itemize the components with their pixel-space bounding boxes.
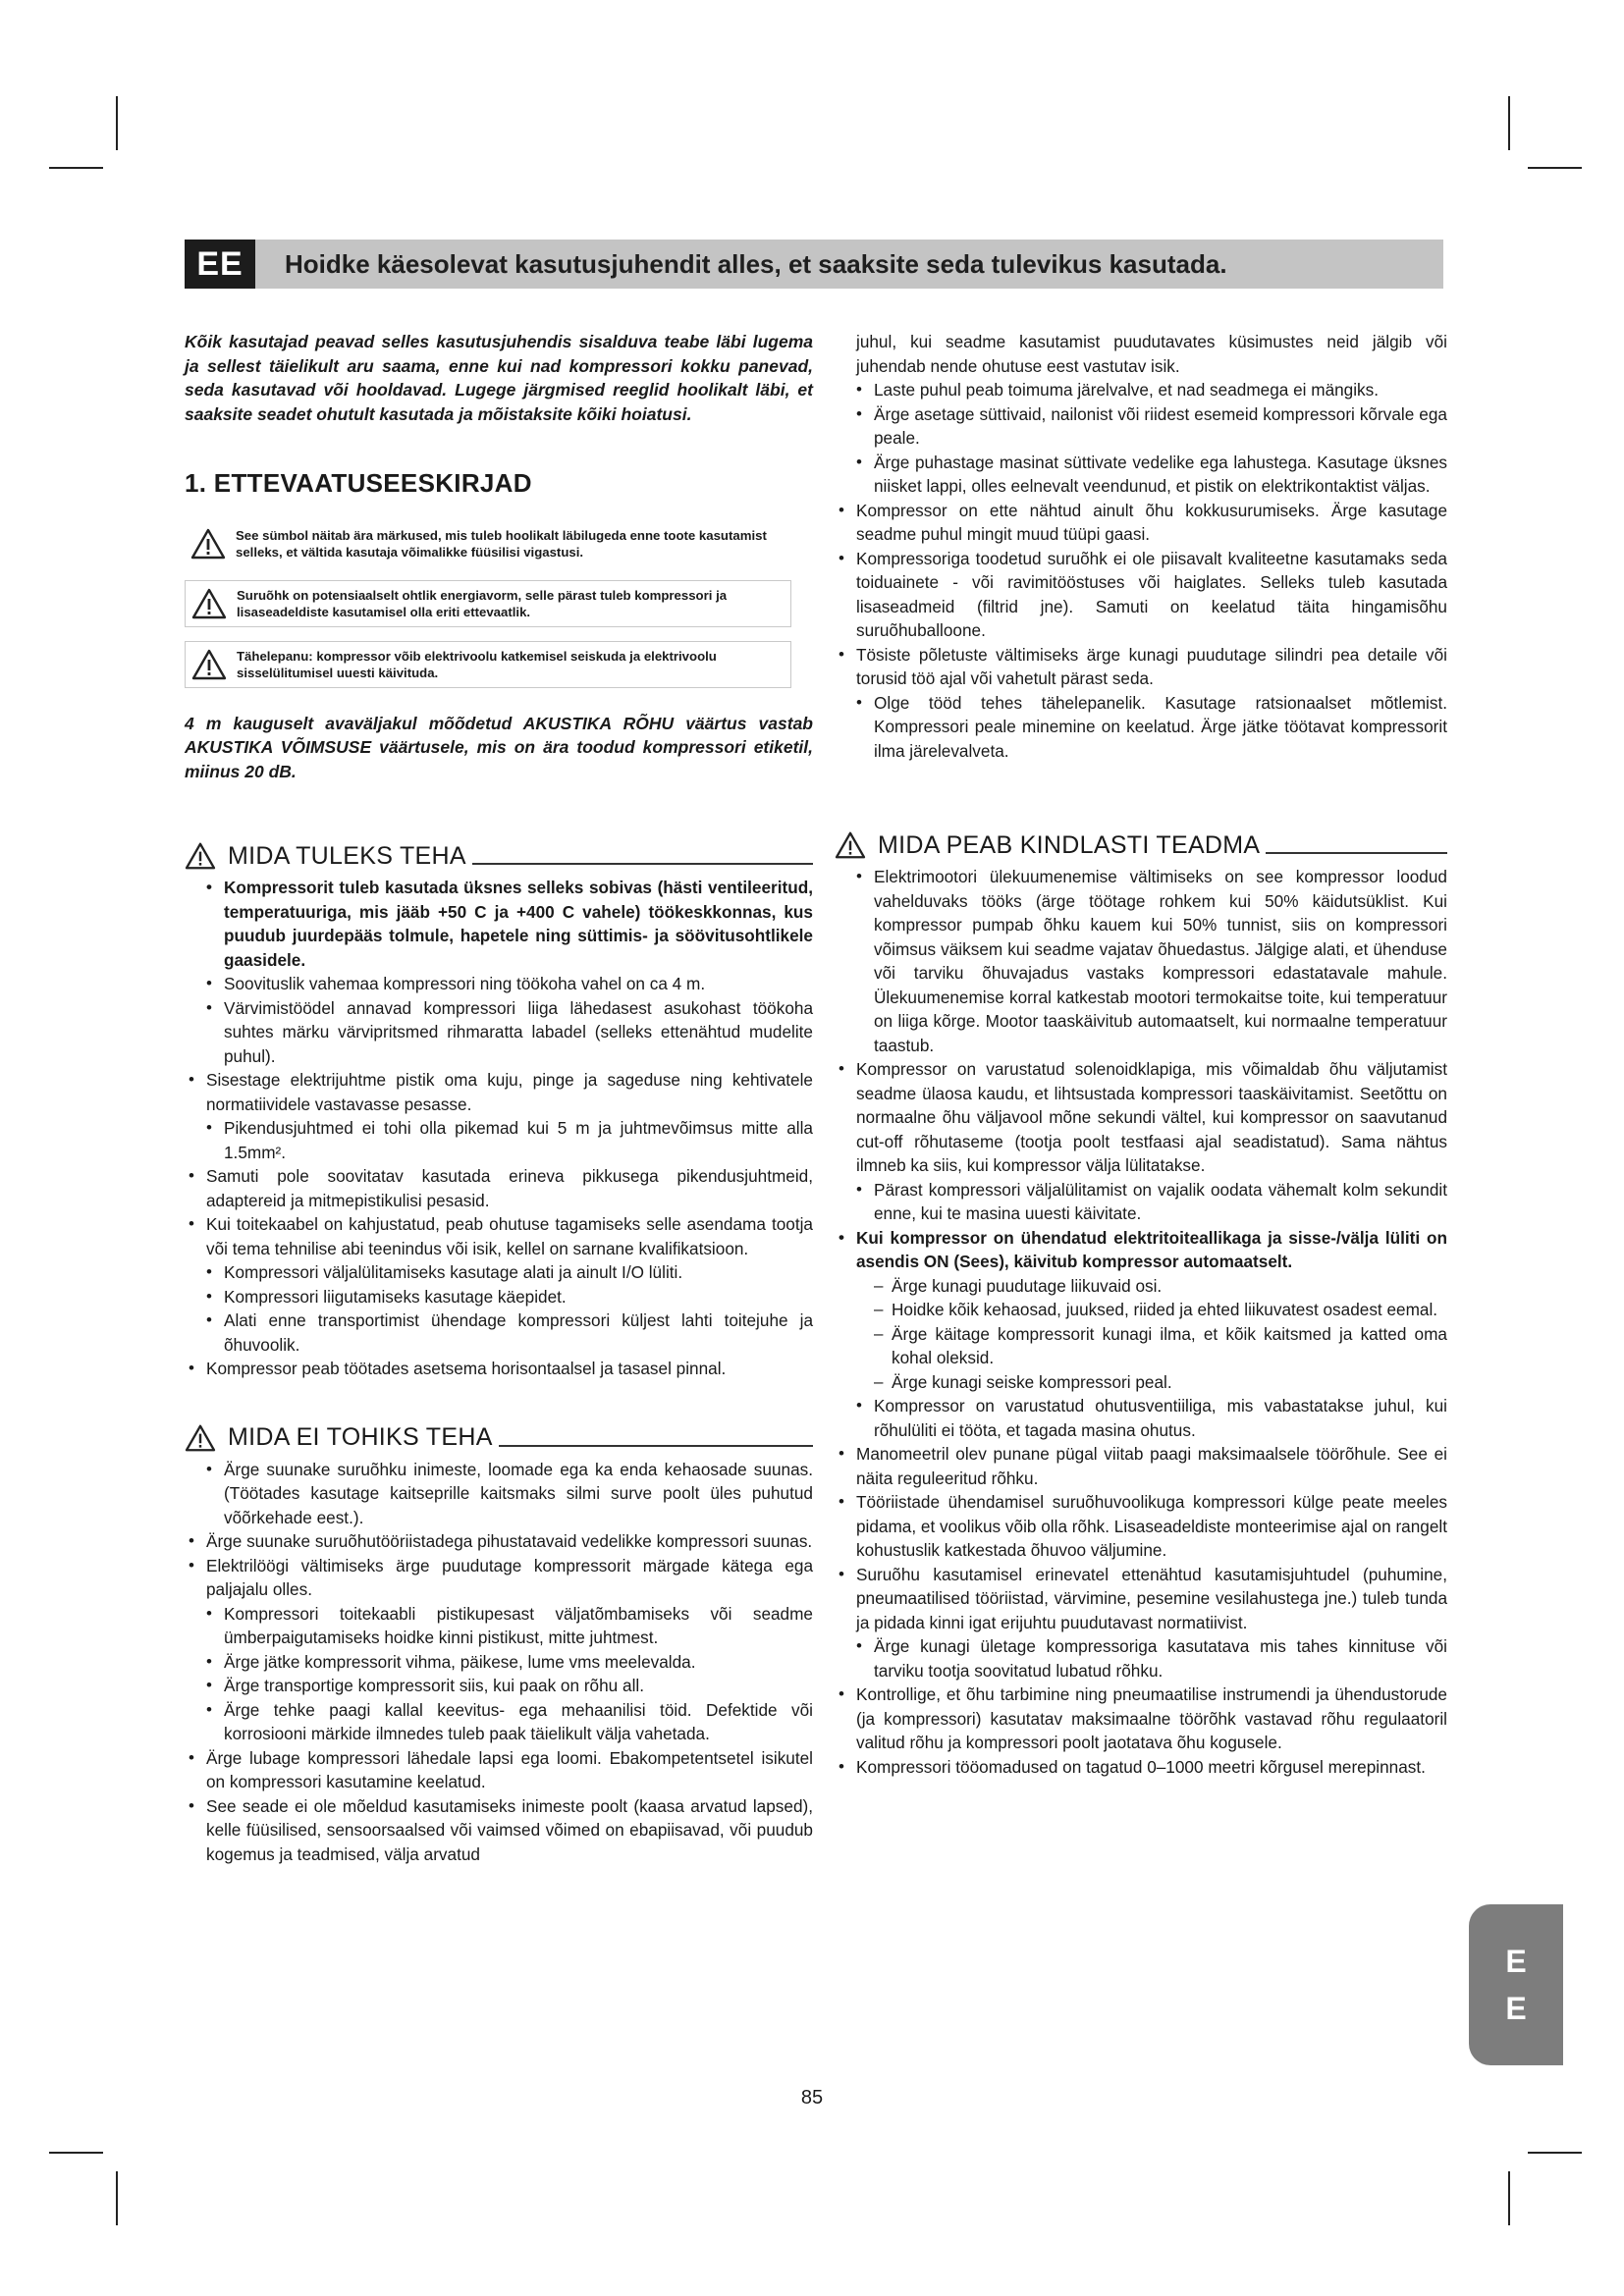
list-item: • Kui kompressor on ühendatud elektritoiteallikaga ja sisse-/välja lüliti on asendis ON (Sees), käivitub kompressor automaatselt.	[835, 1226, 1447, 1274]
must-know-title: MIDA PEAB KINDLASTI TEADMA	[878, 830, 1261, 859]
list-item: • Ärge jätke kompressorit vihma, päikese, lume vms meelevalda.	[202, 1650, 813, 1675]
list-item: • Kui toitekaabel on kahjustatud, peab ohutuse tagamiseks selle asendama tootja või tema tehnilise abi teenindus või isik, kellel on sarnane kvalifikatsioon.	[185, 1212, 813, 1260]
list-item: • Sisestage elektrijuhtme pistik oma kuju, pinge ja sageduse ning kehtivatele normatiividele vastavasse pesasse.	[185, 1068, 813, 1116]
warning-triangle-icon	[191, 588, 227, 619]
do-section-title: MIDA TULEKS TEHA	[228, 841, 466, 870]
list-item: – Ärge kunagi seiske kompressori peal.	[852, 1370, 1447, 1395]
list-item: • Kompressor peab töötades asetsema horisontaalsel ja tasasel pinnal.	[185, 1357, 813, 1381]
dont-section-title: MIDA EI TOHIKS TEHA	[228, 1423, 493, 1452]
list-item: • Olge tööd tehes tähelepanelik. Kasutage ratsionaalset mõtlemist. Kompressori peale minemine on keelatud. Ärge jätke töötavat kompressorit ilma järelevalveta.	[852, 691, 1447, 764]
list-item: • Elektrilöögi vältimiseks ärge puudutage kompressorit märgade kätega ega paljajalu olles.	[185, 1554, 813, 1602]
intro-text: Kõik kasutajad peavad selles kasutusjuhendis sisalduva teabe läbi lugema ja sellest täielikult aru saama, enne kui nad kompressori kokku panevad, seda kasutavad või hooldavad. Lugege järgmised reeglid hoolikalt läbi, et saaksite seadet ohutult kasutada ja mõistaksite kõiki hoiatusi.	[185, 332, 813, 424]
acoustic-note: 4 m kauguselt avaväljakul mõõdetud AKUSTIKA RÕHU väärtus vastab AKUSTIKA VÕIMSUSE väärtusele, mis on ära toodud kompressori etiketil, miinus 20 dB.	[185, 713, 813, 781]
list-item: • Elektrimootori ülekuumenemise vältimiseks on see kompressor loodud vahelduvaks tööks (ärge töötage rohkem kui 50% käidutsüklist. Kui kompressor pumpab õhku kauem kui 50% tunnist, siis on kompressori võimsus väiksem kui seadme vajatav õhuedastus. Jälgige alati, et ühenduse või tarviku õhuvajadus vastaks kompressori edastatavale mahule. Ülekuumenemise korral katkestab mootori termokaitse toite, kui temperatuur on liiga kõrge. Mootor taaskäivitub automaatselt, kui normaalne temperatuur taastub.	[852, 865, 1447, 1057]
list-item: • Kompressor on varustatud ohutusventiiliga, mis vabastatakse juhul, kui rõhulüliti ei tööta, et tagada masina ohutus.	[852, 1394, 1447, 1442]
warning-text: See sümbol näitab ära märkused, mis tuleb hoolikalt läbilugeda enne toote kasutamist selleks, et vältida kasutaja võimalikke füüsilisi vigastusi.	[236, 527, 767, 560]
right-column	[835, 330, 1447, 1779]
heading-rule	[499, 1429, 813, 1447]
list-item: • Pikendusjuhtmed ei tohi olla pikemad kui 5 m ja juhtmevõimsus mitte alla 1.5mm².	[202, 1116, 813, 1164]
must-know-heading	[835, 831, 1447, 859]
list-item: • Kompressori väljalülitamiseks kasutage alati ja ainult I/O lüliti.	[202, 1260, 813, 1285]
list-item: • Ärge transportige kompressorit siis, kui paak on rõhu all.	[202, 1674, 813, 1698]
list-item: • Alati enne transportimist ühendage kompressori küljest lahti toitejuhe ja õhuvoolik.	[202, 1308, 813, 1357]
list-item: juhul, kui seadme kasutamist puudutavates küsimustes neid jälgib või juhendab nende ohutuse eest vastutav isik.	[856, 332, 1447, 376]
page-number: 85	[800, 2087, 824, 2109]
language-badge: EE	[185, 240, 255, 289]
list-item: • Pärast kompressori väljalülitamist on vajalik oodata vähemalt kolm sekundit enne, kui te masina uuesti käivitate.	[852, 1178, 1447, 1226]
list-item: • See seade ei ole mõeldud kasutamiseks inimeste poolt (kaasa arvatud lapsed), kelle füüsilised, sensoorsaalsed või vaimsed võimed on ebapiisavad, või puudub kogemus ja teadmised, välja arvatud	[185, 1794, 813, 1867]
list-item: • Kompressoriga toodetud suruõhk ei ole piisavalt kvaliteetne kasutamaks seda toiduainete - või ravimitööstuses või haiglates. Selleks tuleb kasutada lisaseadmeid (filtrid jne). Samuti on keelatud täita hingamisõhu suruõhuballoone.	[835, 547, 1447, 643]
list-item: • Ärge puhastage masinat süttivate vedelike ega lahustega. Kasutage üksnes niisket lappi, olles eelnevalt veendunud, et pistik on elektrikontaktist väljas.	[852, 451, 1447, 499]
side-tab-letter: E	[1505, 1944, 1527, 1979]
warning-triangle-icon	[835, 831, 866, 859]
list-item: – Hoidke kõik kehaosad, juuksed, riided ja ehted liikuvatest osadest eemal.	[852, 1298, 1447, 1322]
list-item: • Ärge suunake suruõhutööriistadega pihustatavaid vedelikke kompressori suunas.	[185, 1529, 813, 1554]
crop-mark	[1508, 96, 1510, 150]
warning-text: Tähelepanu: kompressor võib elektrivoolu katkemisel seiskuda ja elektrivoolu sisselülitumisel uuesti käivituda.	[237, 648, 717, 680]
list-item: • Ärge tehke paagi kallal keevitus- ega mehaanilisi töid. Defektide või korrosiooni märkide ilmnedes tuleb paak täielikult välja vahetada.	[202, 1698, 813, 1746]
warning-note	[185, 641, 791, 688]
left-column	[185, 330, 813, 1866]
list-item: • Soovituslik vahemaa kompressori ning töökoha vahel on ca 4 m.	[202, 972, 813, 996]
side-tab-letter: E	[1505, 1991, 1527, 2026]
crop-mark	[1508, 2171, 1510, 2225]
warning-triangle-icon	[185, 842, 216, 870]
warning-text: Suruõhk on potensiaalselt ohtlik energiavorm, selle pärast tuleb kompressori ja lisaseadeldiste kasutamisel olla eriti ettevaatlik.	[237, 587, 728, 619]
crop-mark	[1528, 167, 1582, 169]
must-know-list	[835, 865, 1447, 1779]
dont-list-continued	[835, 330, 1447, 763]
dont-section-heading	[185, 1424, 813, 1452]
list-item: • Laste puhul peab toimuma järelvalve, et nad seadmega ei mängiks.	[852, 378, 1447, 402]
list-item: • Kompressorit tuleb kasutada üksnes selleks sobivas (hästi ventileeritud, temperatuuriga, mis jääb +50 C ja +400 C vahele) töökeskkonnas, kus puudub juurdepääs tolmule, hapetele ning süttimis- ja söövitusohtlikele gaasidele.	[202, 876, 813, 972]
header-bar	[185, 240, 1443, 289]
list-item: • Ärge suunake suruõhku inimeste, loomade ega ka enda kehaosade suunas. (Töötades kasutage kaitseprille kaitsmaks silmi surve poolt üles puhutud võõrkehade eest.).	[202, 1458, 813, 1530]
do-section-heading	[185, 842, 813, 870]
crop-mark	[49, 167, 103, 169]
heading-rule	[1266, 836, 1447, 854]
list-item: • Ärge kunagi ületage kompressoriga kasutatava mis tahes kinnituse või tarviku tootja soovitatud lubatud rõhku.	[852, 1634, 1447, 1682]
list-item: • Tösiste põletuste vältimiseks ärge kunagi puudutage silindri pea detaile või torusid töö ajal või vahetult pärast seda.	[835, 643, 1447, 691]
crop-mark	[1528, 2152, 1582, 2154]
list-item: • Värvimistöödel annavad kompressori liiga lähedasest asukohast töökoha suhtes märku värvipritsmed rihmaratta labadel (selleks ettenähtud mudelite puhul).	[202, 996, 813, 1069]
list-item: • Kompressor on varustatud solenoidklapiga, mis võimaldab õhu väljutamist seadme ülaosa kaudu, et lihtsustada kompressori taaskäivitamist. Seetõttu on normaalne õhu väljavool mõne sekundi vältel, kui kompressor on saavutanud cut-off rõhutaseme (tootja poolt testfaasi ajal seadistatud). Sama nähtus ilmneb ka siis, kui kompressor välja lülitatakse.	[835, 1057, 1447, 1178]
list-item: • Samuti pole soovitatav kasutada erineva pikkusega pikendusjuhtmeid, adaptereid ja mitmepistikulisi pesasid.	[185, 1164, 813, 1212]
list-item: • Kompressori liigutamiseks kasutage käepidet.	[202, 1285, 813, 1309]
list-item: • Kontrollige, et õhu tarbimine ning pneumaatilise instrumendi ja ühendustorude (ja kompressori) kasutatav maksimaalne töörõhk vastavad rõhu regulaatoril valitud rõhu ja kompressori poolt jaotatava õhu kogusele.	[835, 1682, 1447, 1755]
list-item: • Kompressori tööomadused on tagatud 0–1000 meetri kõrgusel merepinnast.	[835, 1755, 1447, 1780]
list-item: • Tööriistade ühendamisel suruõhuvoolikuga kompressori külge peate meeles pidama, et voolikus võib olla rõhk. Lisaseadeldiste monteerimise ajal on rangelt kohustuslik katkestada õhuvoo väljumine.	[835, 1490, 1447, 1563]
warning-note	[185, 521, 813, 566]
dont-list	[185, 1458, 813, 1867]
do-list	[185, 876, 813, 1381]
crop-mark	[116, 2171, 118, 2225]
section-title: 1. ETTEVAATUSEESKIRJAD	[185, 468, 532, 498]
warning-triangle-icon	[191, 649, 227, 680]
crop-mark	[49, 2152, 103, 2154]
warning-triangle-icon	[185, 1424, 216, 1452]
list-item: – Ärge kunagi puudutage liikuvaid osi.	[852, 1274, 1447, 1299]
list-item: • Kompressori toitekaabli pistikupesast väljatõmbamiseks või seadme ümberpaigutamiseks hoidke kinni pistikust, mitte juhtmest.	[202, 1602, 813, 1650]
list-item: • Ärge asetage süttivaid, nailonist või riidest esemeid kompressori kõrvale ega peale.	[852, 402, 1447, 451]
crop-mark	[116, 96, 118, 150]
list-item: • Suruõhu kasutamisel erinevatel ettenähtud kasutamisjuhtudel (puhumine, pneumaatilised tööriistad, värvimine, pesemine vesilahustega jne.) tuleb tunda ja pidada kinni igat erijuhtu puudutavast normatiivist.	[835, 1563, 1447, 1635]
warning-triangle-icon	[190, 528, 226, 560]
list-item: • Kompressor on ette nähtud ainult õhu kokkusurumiseks. Ärge kasutage seadme puhul mingit muud tüüpi gaasi.	[835, 499, 1447, 547]
list-item: • Manomeetril olev punane pügal viitab paagi maksimaalsele töörõhule. See ei näita reguleeritud rõhku.	[835, 1442, 1447, 1490]
list-item: • Ärge lubage kompressori lähedale lapsi ega loomi. Ebakompetentsetel isikutel on kompressori kasutamine keelatud.	[185, 1746, 813, 1794]
header-title: Hoidke käesolevat kasutusjuhendit alles, et saaksite seda tulevikus kasutada.	[285, 248, 1227, 279]
warning-note	[185, 580, 791, 627]
language-side-tab	[1469, 1904, 1563, 2065]
list-item: – Ärge käitage kompressorit kunagi ilma, et kõik kaitsmed ja katted oma kohal oleksid.	[852, 1322, 1447, 1370]
heading-rule	[472, 847, 813, 865]
